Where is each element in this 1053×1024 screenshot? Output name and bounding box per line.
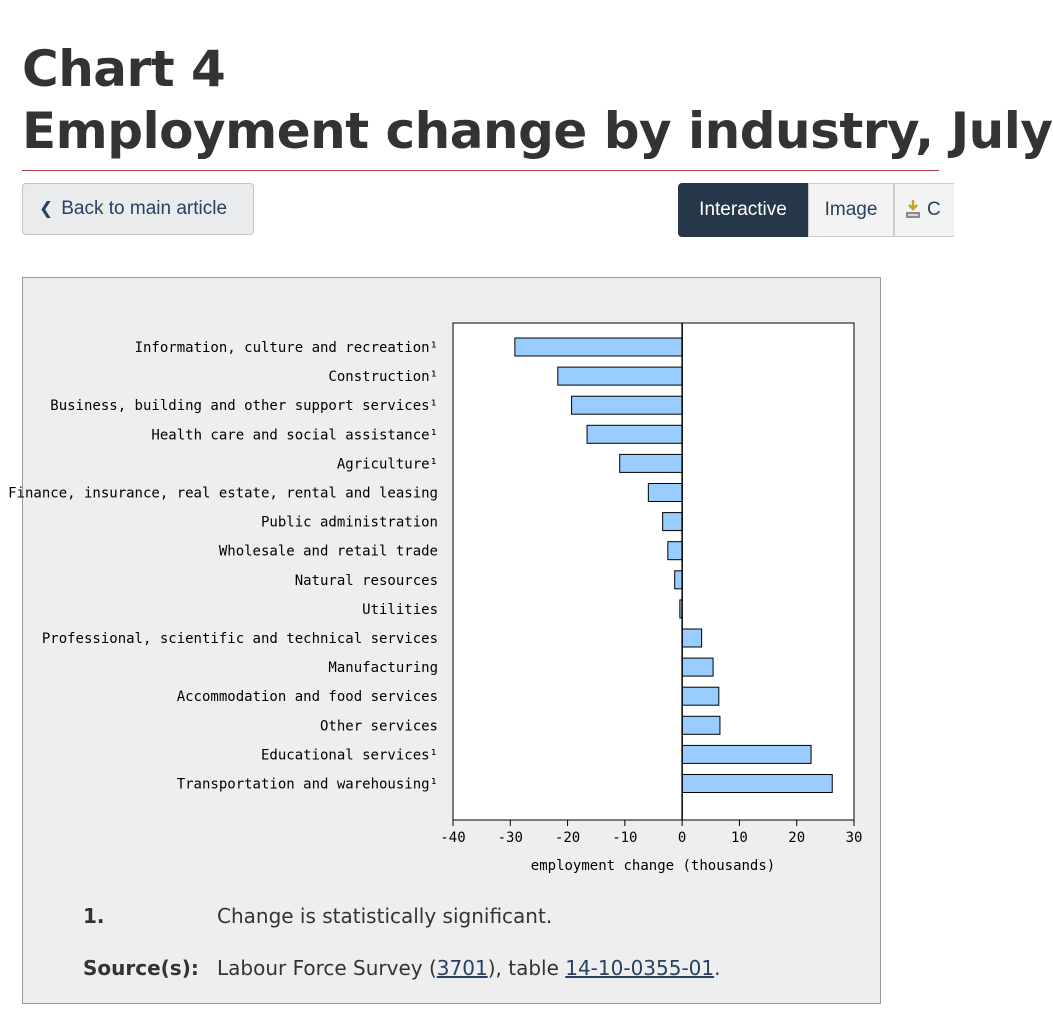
tab-image[interactable] [808, 183, 894, 237]
category-label: Agriculture¹ [336, 456, 438, 473]
footnote-text: Change is statistically significant. [217, 904, 553, 928]
x-axis-label: employment change (thousands) [530, 858, 776, 874]
footnote-number: 1. [83, 904, 105, 928]
download-icon [903, 199, 923, 221]
survey-link[interactable]: 3701 [436, 956, 488, 980]
bar[interactable] [682, 745, 811, 763]
x-tick-label: 10 [730, 830, 748, 846]
bar[interactable] [587, 425, 682, 443]
page-title [22, 38, 1053, 162]
category-label: Health care and social assistance¹ [151, 427, 438, 444]
chevron-left-icon: ❮ [39, 199, 54, 218]
title-divider [22, 170, 939, 171]
source-note [83, 956, 721, 980]
bar[interactable] [675, 571, 682, 589]
x-tick-label: -40 [440, 830, 466, 846]
bar[interactable] [648, 484, 682, 502]
tab-csv[interactable] [894, 183, 954, 237]
bar[interactable] [682, 775, 832, 793]
category-label: Information, culture and recreation¹ [134, 340, 438, 356]
bar[interactable] [620, 454, 682, 472]
bar[interactable] [663, 513, 682, 531]
tab-interactive[interactable] [678, 183, 808, 237]
category-label: Construction¹ [328, 369, 438, 386]
tab-image-label: Image [824, 199, 878, 220]
bar-chart [8, 278, 880, 878]
category-label: Wholesale and retail trade [218, 543, 438, 560]
x-tick-label: 30 [845, 830, 863, 846]
chart-panel [8, 277, 881, 1004]
category-label: Manufacturing [328, 660, 438, 677]
source-end: . [714, 956, 721, 980]
source-prefix: Labour Force Survey ( [217, 956, 437, 980]
x-tick-label: -20 [554, 830, 581, 846]
bar[interactable] [515, 338, 682, 356]
table-link[interactable]: 14-10-0355-01 [565, 956, 715, 980]
bar[interactable] [682, 629, 701, 647]
bar[interactable] [682, 687, 719, 705]
x-tick-label: 20 [788, 830, 806, 846]
category-label: Educational services¹ [260, 747, 438, 764]
source-mid: ), table [487, 956, 566, 980]
tab-interactive-label: Interactive [699, 199, 787, 220]
bar[interactable] [572, 396, 683, 414]
category-label: Other services [319, 718, 438, 735]
back-to-article-button[interactable] [22, 183, 254, 235]
chart-title: Employment change by industry, July [22, 102, 1053, 160]
x-tick-label: -10 [612, 830, 638, 846]
back-button-label: Back to main article [61, 198, 228, 219]
category-label: Accommodation and food services [176, 689, 438, 706]
category-label: Natural resources [294, 572, 438, 589]
bar[interactable] [682, 716, 720, 734]
view-tabs [678, 183, 954, 237]
tab-csv-label: C [927, 199, 941, 220]
category-label: Public administration [260, 514, 438, 531]
bar[interactable] [558, 367, 682, 385]
category-label: Utilities [362, 601, 438, 618]
source-label: Source(s): [83, 956, 199, 980]
footnote [83, 904, 552, 928]
bar[interactable] [668, 542, 682, 560]
category-label: Transportation and warehousing¹ [176, 776, 438, 793]
category-label: Professional, scientific and technical services [41, 631, 438, 647]
x-tick-label: 0 [677, 830, 687, 846]
chart-number: Chart 4 [22, 40, 226, 98]
bar[interactable] [682, 658, 713, 676]
x-tick-label: -30 [497, 830, 523, 846]
category-label: Finance, insurance, real estate, rental and leasing [8, 485, 438, 502]
category-label: Business, building and other support services¹ [50, 398, 438, 415]
